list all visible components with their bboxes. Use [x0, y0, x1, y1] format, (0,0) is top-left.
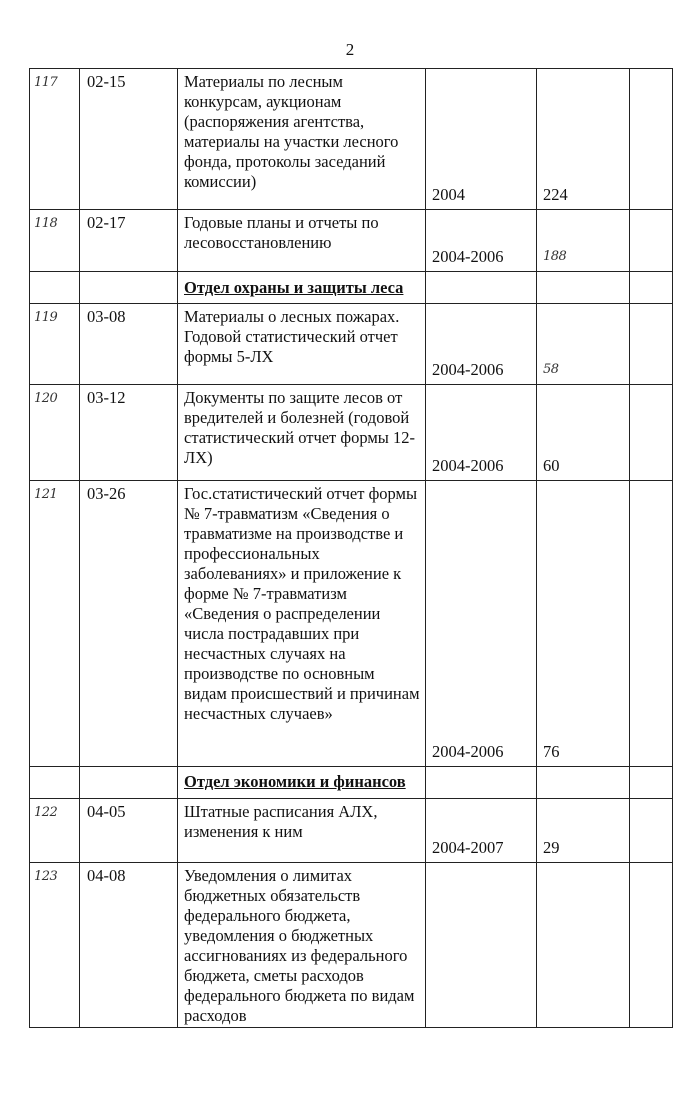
file-title-cell: Годовые планы и отчеты по лесовосстановлению — [178, 209, 426, 271]
item-number-cell — [30, 209, 80, 271]
note-cell — [630, 863, 673, 1028]
handwritten-item-number: 118 — [34, 215, 58, 231]
item-number-cell — [30, 798, 80, 862]
empty-cell — [30, 766, 80, 798]
note-cell — [630, 69, 673, 210]
sheet-count-cell — [537, 863, 630, 1028]
sheet-count-cell: 29 — [537, 798, 630, 862]
empty-cell — [630, 272, 673, 304]
table-row — [30, 863, 673, 1028]
handwritten-sheet-count: 58 — [543, 361, 559, 377]
table-row — [30, 384, 673, 481]
handwritten-item-number: 122 — [34, 804, 58, 820]
page-number: 2 — [345, 40, 355, 59]
sheet-count-cell — [537, 304, 630, 384]
section-title: Отдел экономики и финансов — [184, 772, 406, 792]
section-row — [30, 272, 673, 304]
file-index-cell: 04-08 — [80, 863, 178, 1028]
section-title: Отдел охраны и защиты леса — [184, 277, 404, 297]
date-range-cell: 2004-2006 — [426, 304, 537, 384]
file-title-cell: Уведомления о лимитах бюджетных обязательств федерального бюджета, уведомления о бюджетных ассигнованиях из федерального бюджета, сметы расходов федерального бюджета по видам расходов — [178, 863, 426, 1028]
file-title-cell: Документы по защите лесов от вредителей и болезней (годовой статистический отчет формы 12-ЛХ) — [178, 384, 426, 481]
section-title-cell — [178, 766, 426, 798]
inventory-table — [29, 68, 673, 1028]
file-index-cell: 03-08 — [80, 304, 178, 384]
note-cell — [630, 304, 673, 384]
sheet-count-cell: 60 — [537, 384, 630, 481]
sheet-count-cell — [537, 209, 630, 271]
table-row — [30, 209, 673, 271]
item-number-cell — [30, 69, 80, 210]
empty-cell — [80, 766, 178, 798]
note-cell — [630, 798, 673, 862]
table-row — [30, 304, 673, 384]
handwritten-item-number: 121 — [34, 487, 58, 503]
empty-cell — [537, 766, 630, 798]
file-title-cell: Материалы о лесных пожарах. Годовой статистический отчет формы 5-ЛХ — [178, 304, 426, 384]
file-index-cell: 02-17 — [80, 209, 178, 271]
item-number-cell — [30, 384, 80, 481]
empty-cell — [426, 272, 537, 304]
table-row — [30, 69, 673, 210]
date-range-cell: 2004-2007 — [426, 798, 537, 862]
date-range-cell — [426, 863, 537, 1028]
handwritten-item-number: 117 — [34, 75, 58, 90]
item-number-cell — [30, 481, 80, 766]
section-title-cell — [178, 272, 426, 304]
empty-cell — [426, 766, 537, 798]
item-number-cell — [30, 304, 80, 384]
file-index-cell: 03-26 — [80, 481, 178, 766]
file-index-cell: 04-05 — [80, 798, 178, 862]
file-index-cell: 03-12 — [80, 384, 178, 481]
item-number-cell — [30, 863, 80, 1028]
date-range-cell: 2004 — [426, 69, 537, 210]
note-cell — [630, 209, 673, 271]
handwritten-sheet-count: 188 — [543, 249, 567, 265]
note-cell — [630, 384, 673, 481]
table-row — [30, 481, 673, 766]
sheet-count-cell: 76 — [537, 481, 630, 766]
table-row — [30, 798, 673, 862]
file-title-cell: Штатные расписания АЛХ, изменения к ним — [178, 798, 426, 862]
sheet-count-cell: 224 — [537, 69, 630, 210]
date-range-cell: 2004-2006 — [426, 384, 537, 481]
handwritten-item-number: 119 — [34, 310, 58, 326]
section-row — [30, 766, 673, 798]
file-title-cell: Гос.статистический отчет формы № 7-травматизм «Сведения о травматизме на производстве и профессиональных заболеваниях» и приложение к форме № 7-травматизм «Сведения о распределении числа пострадавших при несчастных случаях на производстве по основным видам происшествий и причинам несчастных случаев» — [178, 481, 426, 766]
handwritten-item-number: 123 — [34, 869, 58, 885]
date-range-cell: 2004-2006 — [426, 209, 537, 271]
file-title-cell: Материалы по лесным конкурсам, аукционам (распоряжения агентства, материалы на участки лесного фонда, протоколы заседаний комиссии) — [178, 69, 426, 210]
date-range-cell: 2004-2006 — [426, 481, 537, 766]
empty-cell — [80, 272, 178, 304]
note-cell — [630, 481, 673, 766]
empty-cell — [30, 272, 80, 304]
empty-cell — [630, 766, 673, 798]
file-index-cell: 02-15 — [80, 69, 178, 210]
empty-cell — [537, 272, 630, 304]
handwritten-item-number: 120 — [34, 390, 58, 406]
